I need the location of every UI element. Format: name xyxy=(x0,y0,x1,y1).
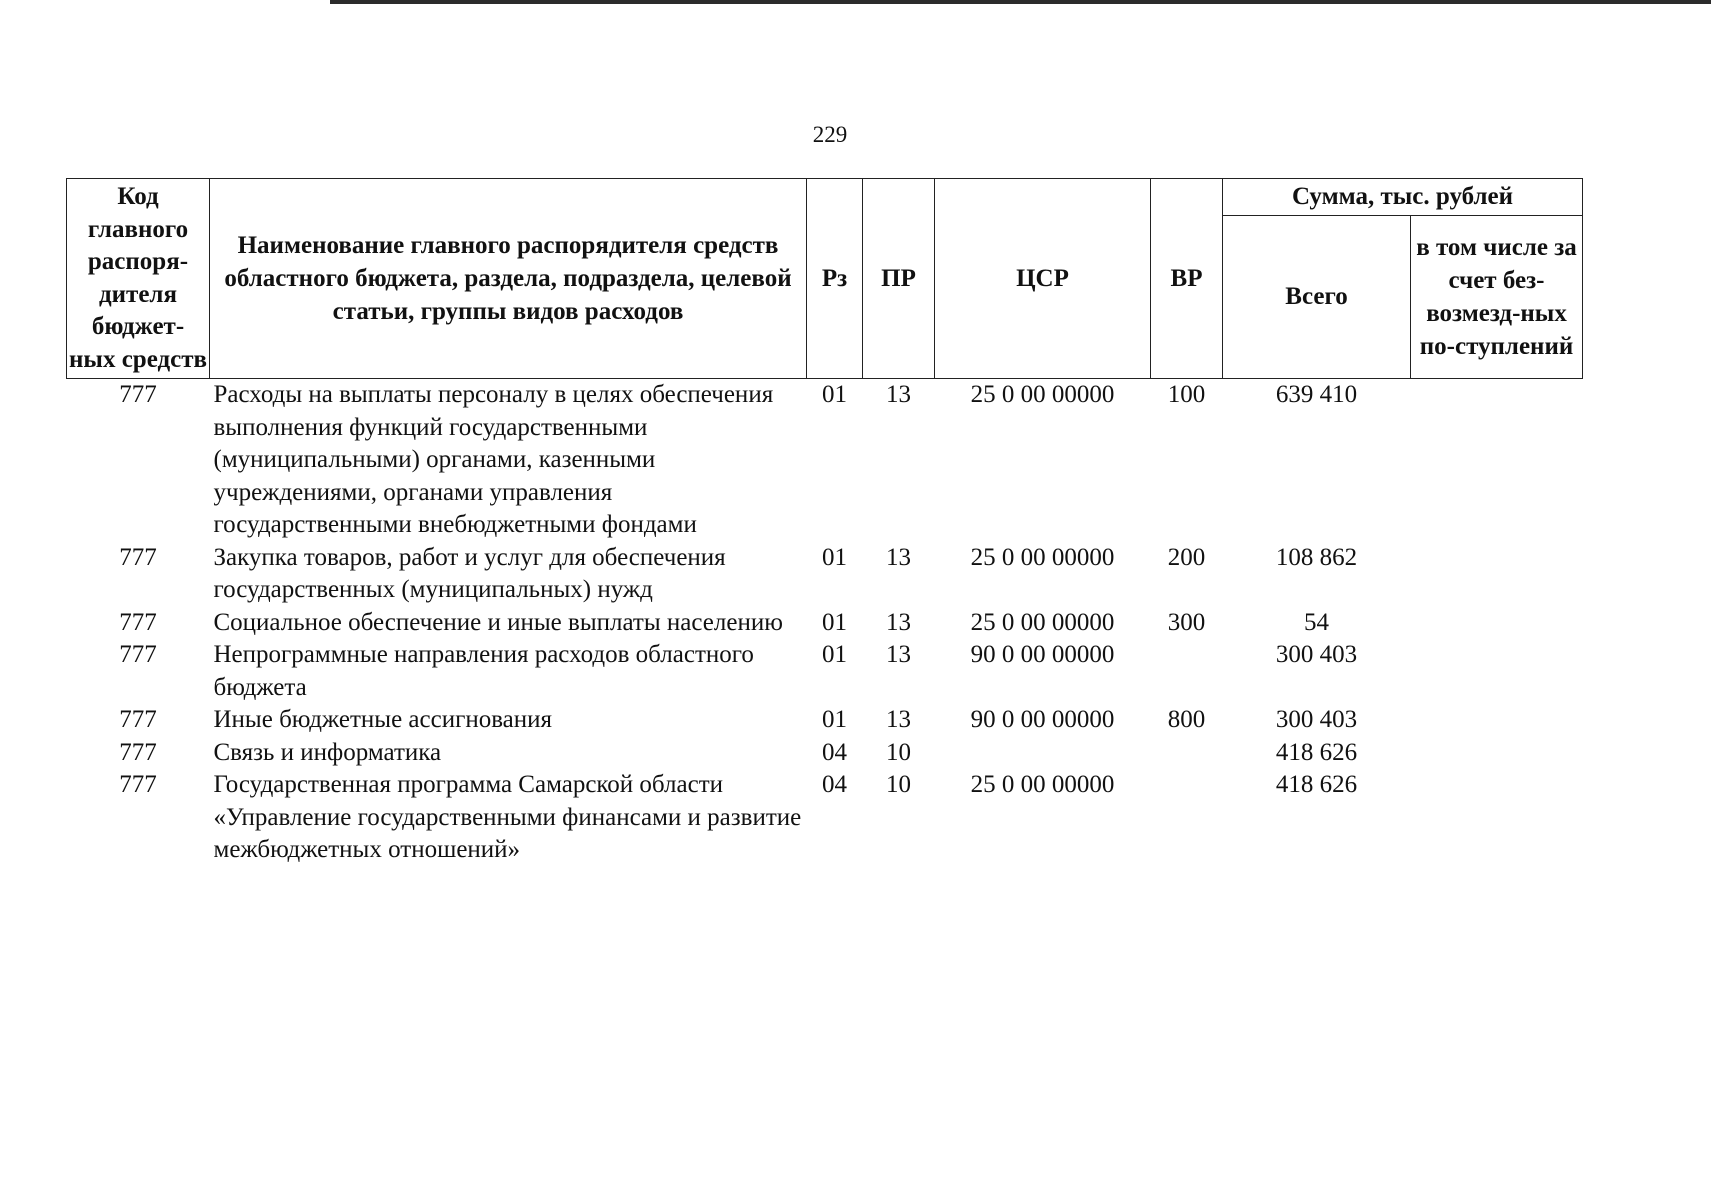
cell-incl xyxy=(1411,607,1583,640)
table-row xyxy=(67,769,1583,867)
cell-code: 777 xyxy=(119,608,157,636)
cell-vr: 200 xyxy=(1167,543,1206,571)
cell-code: 777 xyxy=(119,543,157,571)
cell-rz: 01 xyxy=(822,381,847,408)
cell-csr: 25 0 00 00000 xyxy=(970,381,1115,408)
cell-rz: 01 xyxy=(822,543,847,571)
cell-name: Непрограммные направления расходов областного бюджета xyxy=(213,641,754,701)
cell-incl xyxy=(1411,542,1583,607)
table-row xyxy=(67,704,1583,737)
header-csr: ЦСР xyxy=(935,179,1151,379)
header-total: Всего xyxy=(1223,216,1411,379)
cell-csr xyxy=(935,737,1151,770)
cell-name: Социальное обеспечение и иные выплаты населению xyxy=(213,608,783,636)
cell-pr: 10 xyxy=(886,771,911,798)
cell-incl xyxy=(1411,704,1583,737)
header-code: Код главного распоря-дителя бюджет-ных средств xyxy=(67,179,210,379)
cell-name: Связь и информатика xyxy=(213,738,442,766)
cell-pr: 13 xyxy=(886,543,911,571)
cell-name: Иные бюджетные ассигнования xyxy=(213,706,553,733)
cell-code: 777 xyxy=(119,738,157,766)
cell-total: 418 626 xyxy=(1275,771,1358,798)
cell-total: 300 403 xyxy=(1275,641,1358,668)
cell-vr: 800 xyxy=(1167,706,1206,733)
cell-pr: 13 xyxy=(886,706,911,733)
table-body xyxy=(67,379,1583,867)
cell-csr: 25 0 00 00000 xyxy=(970,543,1115,571)
cell-incl xyxy=(1411,737,1583,770)
cell-vr xyxy=(1151,639,1223,704)
cell-code: 777 xyxy=(119,641,157,668)
cell-vr xyxy=(1151,769,1223,867)
header-rz: Рз xyxy=(807,179,863,379)
header-sum-group: Сумма, тыс. рублей xyxy=(1223,179,1583,216)
cell-total: 639 410 xyxy=(1275,381,1358,408)
table-row xyxy=(67,737,1583,770)
cell-name: Закупка товаров, работ и услуг для обеспечения государственных (муниципальных) нужд xyxy=(213,543,726,603)
cell-rz: 01 xyxy=(822,706,847,733)
cell-vr: 300 xyxy=(1167,608,1206,636)
cell-vr xyxy=(1151,737,1223,770)
cell-csr: 25 0 00 00000 xyxy=(970,771,1115,798)
cell-total: 418 626 xyxy=(1275,738,1358,766)
budget-table xyxy=(66,178,1583,867)
header-name: Наименование главного распорядителя средств областного бюджета, раздела, подраздела, целевой статьи, группы видов расходов xyxy=(210,179,807,379)
cell-total: 108 862 xyxy=(1275,543,1358,571)
cell-total: 300 403 xyxy=(1275,706,1358,733)
scan-edge-line xyxy=(330,0,1711,4)
table-row xyxy=(67,542,1583,607)
cell-rz: 04 xyxy=(822,738,847,766)
header-vr: ВР xyxy=(1151,179,1223,379)
cell-csr: 90 0 00 00000 xyxy=(970,641,1115,668)
table-row xyxy=(67,379,1583,542)
cell-pr: 13 xyxy=(886,608,911,636)
cell-incl xyxy=(1411,379,1583,542)
table-row xyxy=(67,639,1583,704)
cell-code: 777 xyxy=(119,771,157,798)
table-header xyxy=(67,179,1583,379)
cell-csr: 25 0 00 00000 xyxy=(970,608,1115,636)
cell-total: 54 xyxy=(1304,608,1329,636)
cell-rz: 01 xyxy=(822,608,847,636)
cell-name: Государственная программа Самарской области «Управление государственными финансами и развитие межбюджетных отношений» xyxy=(213,771,802,863)
cell-rz: 01 xyxy=(822,641,847,668)
cell-code: 777 xyxy=(119,706,157,733)
cell-vr: 100 xyxy=(1167,381,1206,408)
page-number: 229 xyxy=(812,122,848,147)
cell-pr: 10 xyxy=(886,738,911,766)
cell-rz: 04 xyxy=(822,771,847,798)
cell-incl xyxy=(1411,769,1583,867)
table-row xyxy=(67,607,1583,640)
cell-csr: 90 0 00 00000 xyxy=(970,706,1115,733)
cell-incl xyxy=(1411,639,1583,704)
header-pr: ПР xyxy=(863,179,935,379)
header-incl: в том числе за счет без-возмезд-ных по-ступлений xyxy=(1411,216,1583,379)
cell-pr: 13 xyxy=(886,381,911,408)
cell-name: Расходы на выплаты персоналу в целях обеспечения выполнения функций государственными (муниципальными) органами, казенными учреждениями, органами управления государственными внебюджетными фондами xyxy=(213,381,774,538)
cell-code: 777 xyxy=(119,381,157,408)
cell-pr: 13 xyxy=(886,641,911,668)
